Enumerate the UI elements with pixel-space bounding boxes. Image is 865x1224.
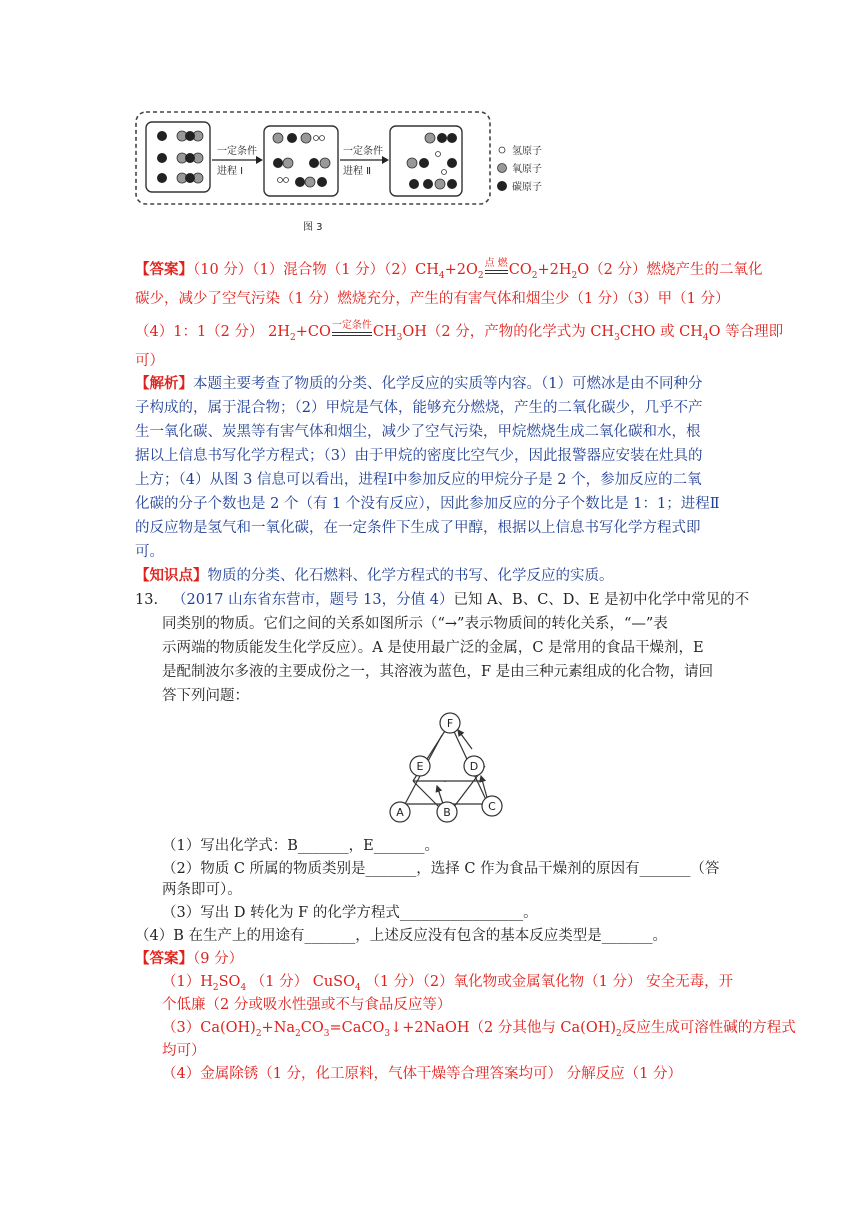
q13-line4: 是配制波尔多液的主要成份之一，其溶液为蓝色，F 是由三种元素组成的化合物，请回	[162, 664, 714, 680]
figure-step1-label: 进程 Ⅰ	[217, 166, 244, 177]
analysis-line3: 生一氧化碳、炭黑等有害气体和烟尘，减少了空气污染，甲烷燃烧生成二氧化碳和水，根	[135, 424, 701, 440]
analysis-line1: 【解析】本题主要考查了物质的分类、化学反应的实质等内容。（1）可燃冰是由不同种分	[135, 375, 703, 392]
legend-oxygen: 氧原子	[512, 164, 542, 175]
figure-caption: 图 3	[303, 222, 323, 233]
q13-sub4: （4）B 在生产上的用途有_______，上述反应没有包含的基本反应类型是_______。	[135, 928, 667, 944]
q13-sub1: （1）写出化学式：B_______，E_______。	[162, 838, 439, 854]
node-e: E	[416, 760, 424, 773]
q13-line5: 答下列问题：	[162, 688, 249, 704]
node-a: A	[396, 806, 404, 819]
legend-hydrogen: 氢原子	[512, 146, 542, 157]
answer2-line2: 个低廉（2 分或吸水性强或不与食品反应等）	[162, 997, 452, 1013]
analysis-line5: 上方；（4）从图 3 信息可以看出，进程Ⅰ中参加反应的甲烷分子是 2 个，参加反应的二氧	[135, 472, 702, 488]
answer1-line4: 可）	[135, 353, 164, 369]
knowledge-point: 【知识点】物质的分类、化石燃料、化学方程式的书写、化学反应的实质。	[135, 567, 614, 584]
figure-3-reaction-diagram	[130, 108, 610, 238]
answer2-head: 【答案】（9 分）	[135, 950, 244, 967]
burn-condition: 点 燃	[485, 259, 508, 274]
analysis-line8: 可。	[135, 544, 164, 560]
node-d: D	[469, 760, 479, 773]
node-c: C	[488, 800, 496, 813]
q13-line2: 同类别的物质。它们之间的关系如图所示（“→”表示物质间的转化关系，“—”表	[162, 616, 668, 632]
reaction-condition: 一定条件	[332, 321, 372, 336]
answer2-line3: $(3)Ca(OH)_2+Na_2CO_3=CaCO_3↓+2NaOH(2$ 分其他与 $Ca(OH)_2$反应生成可溶性碱的方程式	[162, 1020, 796, 1039]
answer1-line3: （4）1：1（2 分） $2H_2+CO$一定条件 $CH_3OH(2$ 分，产物的化学式为 $CH_3CHO$ 或 $CH_4O$ 等合理即	[135, 320, 784, 343]
answer1-line1: 【答案】（10 分）（1）混合物（1 分）$(2)CH_4+2O_2$点 燃 $CO_2+2H_2O(2$ 分）燃烧产生的二氧化	[135, 258, 763, 281]
answer2-line5: （4）金属除锈（1 分，化工原料，气体干燥等合理答案均可） 分解反应（1 分）	[162, 1066, 683, 1082]
answer2-line4: 均可）	[162, 1043, 206, 1059]
q13-sub2a: （2）物质 C 所属的物质类别是_______，选择 C 作为食品干燥剂的原因有_______（答	[162, 861, 720, 877]
node-f: F	[446, 717, 454, 730]
analysis-line7: 的反应物是氢气和一氧化碳，在一定条件下生成了甲醇，根据以上信息书写化学方程式即	[135, 520, 701, 536]
answer2-line1: $(1)H_2SO_4$ （1 分） CuSO$_4$ （1 分）（2）氧化物或金属氧化物（1 分） 安全无毒，开	[162, 974, 734, 993]
legend-carbon: 碳原子	[512, 182, 542, 193]
figure-step2-label: 进程 Ⅱ	[343, 166, 372, 177]
figure-step1-condition: 一定条件	[217, 146, 257, 157]
q13-line3: 示两端的物质能发生化学反应）。A 是使用最广泛的金属，C 是常用的食品干燥剂，E	[162, 640, 704, 656]
analysis-line2: 子构成的，属于混合物；（2）甲烷是气体，能够充分燃烧，产生的二氧化碳少，几乎不产	[135, 400, 703, 416]
analysis-line6: 化碳的分子个数也是 2 个（有 1 个没有反应），因此参加反应的分子个数比是 1：1；进程Ⅱ	[135, 496, 720, 512]
figure-step2-condition: 一定条件	[343, 146, 383, 157]
q13-sub3: （3）写出 D 转化为 F 的化学方程式_________________。	[162, 905, 538, 921]
q13-sub2b: 两条即可）。	[162, 882, 242, 898]
answer1-line2: 碳少，减少了空气污染（1 分）燃烧充分，产生的有害气体和烟尘少（1 分）（3）甲（1 分）	[135, 291, 730, 307]
answer-tag: 【答案】	[135, 261, 193, 278]
q13-line1: 13. （2017 山东省东营市，题号 13，分值 4）已知 A、B、C、D、E 是初中化学中常见的不	[135, 592, 750, 608]
node-b: B	[443, 806, 451, 819]
q13-relationship-diagram	[380, 706, 510, 826]
analysis-line4: 据以上信息书写化学方程式；（3）由于甲烷的密度比空气少，因此报警器应安装在灶具的	[135, 448, 703, 464]
